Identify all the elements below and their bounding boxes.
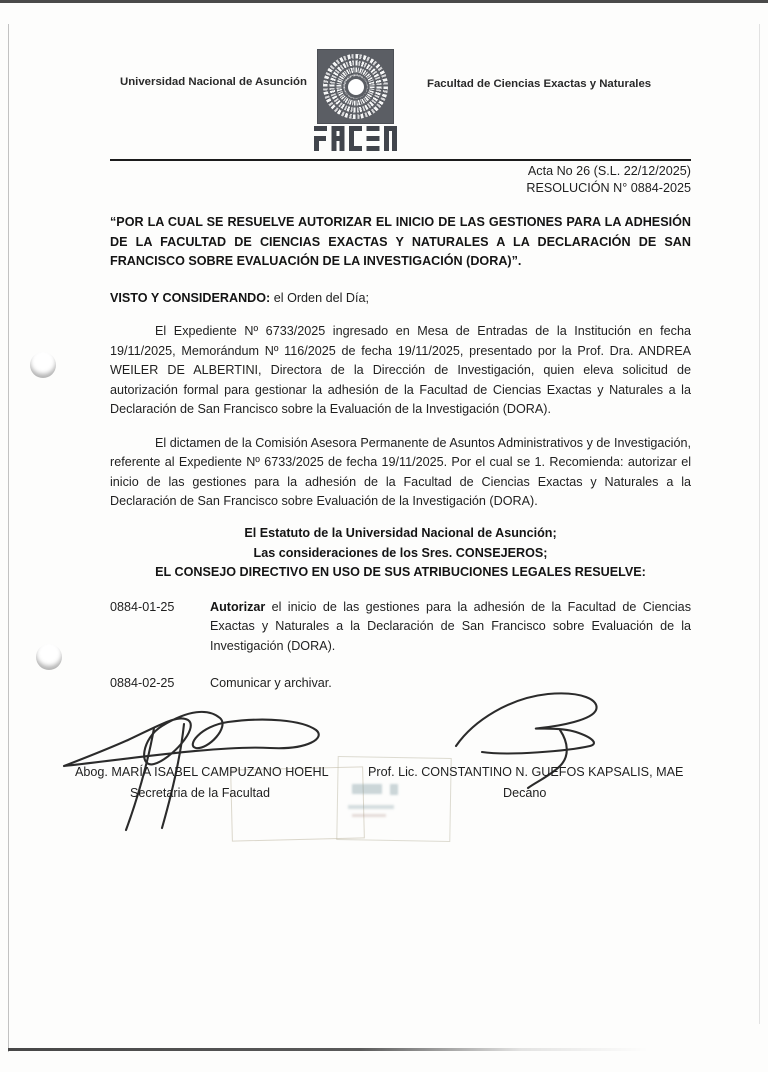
stamp-ink-mark xyxy=(352,784,382,794)
legal-basis-line: El Estatuto de la Universidad Nacional de Asunción; xyxy=(244,526,557,541)
stamp-ink-mark xyxy=(390,784,398,795)
scan-edge-right xyxy=(759,24,760,1024)
resolution-number: RESOLUCIÓN N° 0884-2025 xyxy=(526,181,691,195)
visto-label: VISTO Y CONSIDERANDO: xyxy=(110,290,271,305)
punch-hole xyxy=(30,352,56,378)
resolution-bold-lead: Autorizar xyxy=(210,599,266,614)
acta-number: Acta No 26 (S.L. 22/12/2025) xyxy=(527,164,691,178)
resolution-title: “POR LA CUAL SE RESUELVE AUTORIZAR EL INICIO DE LAS GESTIONES PARA LA ADHESIÓN DE LA FACULTAD DE CIENCIAS EXACTAS Y NATURALES A LA DECLARACIÓN DE SAN FRANCISCO SOBRE EVALUACIÓN DE LA INVESTIGACIÓN (DORA)”. xyxy=(110,215,691,268)
punch-hole xyxy=(36,644,62,670)
paragraph-expediente: El Expediente Nº 6733/2025 ingresado en Mesa de Entradas de la Institución en fecha 19/11/2025, Memorándum Nº 116/2025 de fecha 19/11/2025, presentado por la Prof. Dra. ANDREA WEILER DE ALBERTINI, Directora de la Dirección de Investigación, quien eleva solicitud de autorización formal para gestionar la adhesión de la Facultad de Ciencias Exactas y Naturales a la Declaración de San Francisco sobre la Evaluación de la Investigación (DORA). xyxy=(110,324,691,416)
stamp-ink-mark xyxy=(352,814,386,817)
visto-text: el Orden del Día; xyxy=(270,290,369,305)
resolution-body: el inicio de las gestiones para la adhesión de la Facultad de Ciencias Exactas y Naturales a la Declaración de San Francisco sobre Evaluación de la Investigación (DORA). xyxy=(210,599,691,653)
document-meta xyxy=(110,163,691,197)
secretary-title: Secretaria de la Facultad xyxy=(130,786,271,800)
dean-title: Decano xyxy=(503,786,547,800)
university-name: Universidad Nacional de Asunción xyxy=(120,76,307,88)
scan-edge-left xyxy=(8,24,9,1052)
mandala-center-icon xyxy=(348,79,364,95)
legal-basis-line: Las consideraciones de los Sres. CONSEJEROS; xyxy=(253,545,548,560)
legal-basis-block xyxy=(110,524,691,583)
resolution-item xyxy=(110,598,691,657)
stamp-ink-mark xyxy=(348,805,394,809)
resolution-code: 0884-02-25 xyxy=(110,676,175,691)
visto-line xyxy=(110,289,691,309)
faculty-name: Facultad de Ciencias Exactas y Naturales xyxy=(427,78,652,90)
resolution-text xyxy=(210,674,691,694)
document-body xyxy=(110,163,691,694)
facen-wordmark-icon xyxy=(314,126,398,156)
dean-name: Prof. Lic. CONSTANTINO N. GUEFOS KAPSALIS, MAE xyxy=(368,765,684,779)
scan-edge-bottom xyxy=(8,1048,648,1051)
header-divider xyxy=(110,159,691,161)
resolution-item xyxy=(110,674,691,694)
resolution-text xyxy=(210,598,691,657)
secretary-name: Abog. MARÍA ISABEL CAMPUZANO HOEHL xyxy=(75,765,329,779)
resolution-body: Comunicar y archivar. xyxy=(210,676,332,691)
resolution-code: 0884-01-25 xyxy=(110,599,175,614)
legal-basis-line: EL CONSEJO DIRECTIVO EN USO DE SUS ATRIBUCIONES LEGALES RESUELVE: xyxy=(155,565,646,580)
facen-logo-icon xyxy=(318,50,393,123)
paragraph-dictamen: El dictamen de la Comisión Asesora Permanente de Asuntos Administrativos y de Investigación, referente al Expediente Nº 6733/2025 de fecha 19/11/2025. Por el cual se 1. Recomienda: autorizar el inicio de las gestiones para la adhesión de la Facultad de Ciencias Exactas y Naturales a la Declaración de San Francisco sobre Evaluación de la Investigación (DORA). xyxy=(110,435,691,508)
scan-edge-top xyxy=(0,0,768,3)
